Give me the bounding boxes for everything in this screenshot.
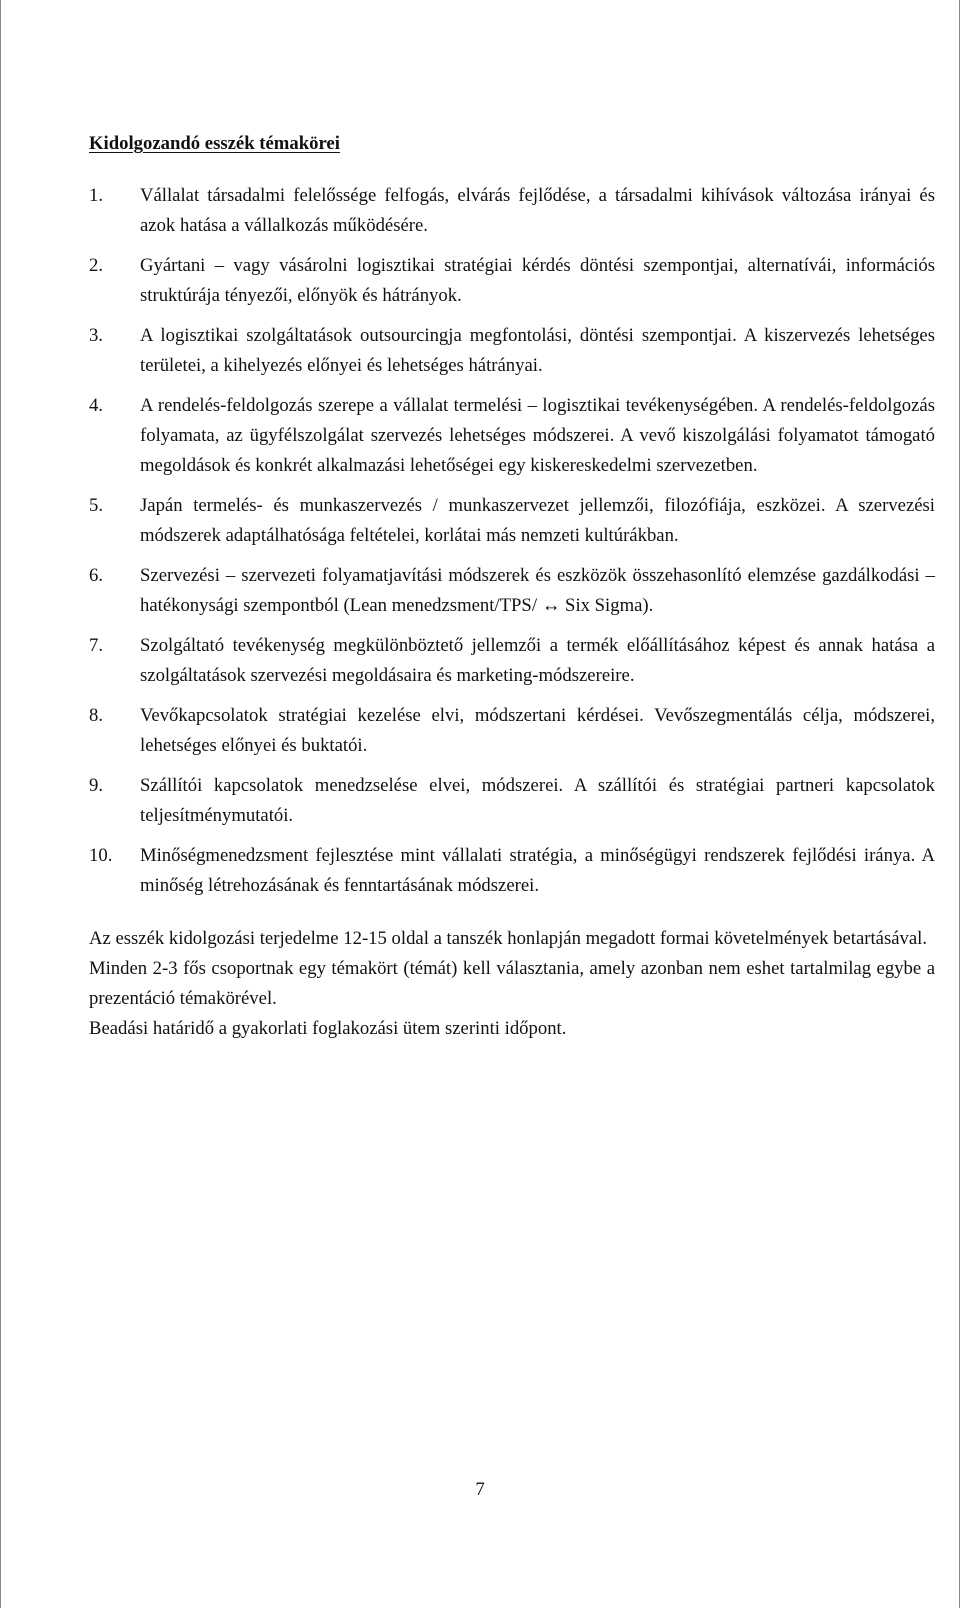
topic-text: Japán termelés- és munkaszervezés / munkaszervezet jellemzői, filozófiája, eszközei. A szervezési módszerek adaptálhatósága feltételei, korlátai más nemzeti kultúrákban. xyxy=(140,495,935,546)
topic-text: Vállalat társadalmi felelőssége felfogás, elvárás fejlődése, a társadalmi kihívások változása irányai és azok hatása a vállalkozás működésére. xyxy=(140,185,935,236)
topic-number: 8. xyxy=(89,705,104,726)
note-group-requirement: Minden 2-3 fős csoportnak egy témakört (témát) kell választania, amely azonban nem eshet tartalmilag egybe a prezentáció témakörével. xyxy=(89,958,935,1009)
topic-number: 1. xyxy=(89,185,104,206)
topic-item xyxy=(89,771,935,831)
topic-number: 6. xyxy=(89,565,104,586)
topic-number: 2. xyxy=(89,255,104,276)
topic-list xyxy=(89,181,935,901)
topic-item xyxy=(89,181,935,241)
topic-item xyxy=(89,701,935,761)
note-length-requirement: Az esszék kidolgozási terjedelme 12-15 oldal a tanszék honlapján megadott formai követelmények betartásával. xyxy=(89,928,928,949)
topic-text: A rendelés-feldolgozás szerepe a vállalat termelési – logisztikai tevékenységében. A rendelés-feldolgozás folyamata, az ügyfélszolgálat szervezés lehetséges módszerei. A vevő kiszolgálási folyamatot támogató megoldások és konkrét alkalmazási lehetőségei egy kiskereskedelmi szervezetben. xyxy=(140,395,935,476)
document-heading: Kidolgozandó esszék témakörei xyxy=(89,133,340,154)
note-deadline: Beadási határidő a gyakorlati foglakozási ütem szerinti időpont. xyxy=(89,1018,567,1039)
topic-text: Szervezési – szervezeti folyamatjavítási módszerek és eszközök összehasonlító elemzése gazdálkodási – hatékonysági szempontból (Lean menedzsment/TPS/ ↔ Six Sigma). xyxy=(140,565,935,616)
topic-number: 9. xyxy=(89,775,104,796)
document-body xyxy=(89,129,935,1044)
topic-item xyxy=(89,631,935,691)
topic-text: Gyártani – vagy vásárolni logisztikai stratégiai kérdés döntési szempontjai, alternatívái, információs struktúrája tényezői, előnyök és hátrányok. xyxy=(140,255,935,306)
topic-item xyxy=(89,391,935,481)
page-border-left xyxy=(0,0,1,1608)
topic-text: Szállítói kapcsolatok menedzselése elvei, módszerei. A szállítói és stratégiai partneri kapcsolatok teljesítménymutatói. xyxy=(140,775,935,826)
topic-item xyxy=(89,491,935,551)
topic-text: Vevőkapcsolatok stratégiai kezelése elvi, módszertani kérdései. Vevőszegmentálás célja, módszerei, lehetséges előnyei és buktatói. xyxy=(140,705,935,756)
topic-number: 10. xyxy=(89,845,113,866)
page-number: 7 xyxy=(475,1479,485,1500)
topic-number: 3. xyxy=(89,325,104,346)
topic-number: 7. xyxy=(89,635,104,656)
notes-section xyxy=(89,924,935,1044)
topic-item xyxy=(89,841,935,901)
topic-number: 5. xyxy=(89,495,104,516)
topic-text: A logisztikai szolgáltatások outsourcingja megfontolási, döntési szempontjai. A kiszervezés lehetséges területei, a kihelyezés előnyei és lehetséges hátrányai. xyxy=(140,325,935,376)
topic-number: 4. xyxy=(89,395,104,416)
topic-text: Szolgáltató tevékenység megkülönböztető jellemzői a termék előállításához képest és annak hatása a szolgáltatások szervezési megoldásaira és marketing-módszereire. xyxy=(140,635,935,686)
topic-item xyxy=(89,251,935,311)
topic-item xyxy=(89,561,935,621)
topic-item xyxy=(89,321,935,381)
topic-text: Minőségmenedzsment fejlesztése mint vállalati stratégia, a minőségügyi rendszerek fejlődési iránya. A minőség létrehozásának és fenntartásának módszerei. xyxy=(140,845,935,896)
